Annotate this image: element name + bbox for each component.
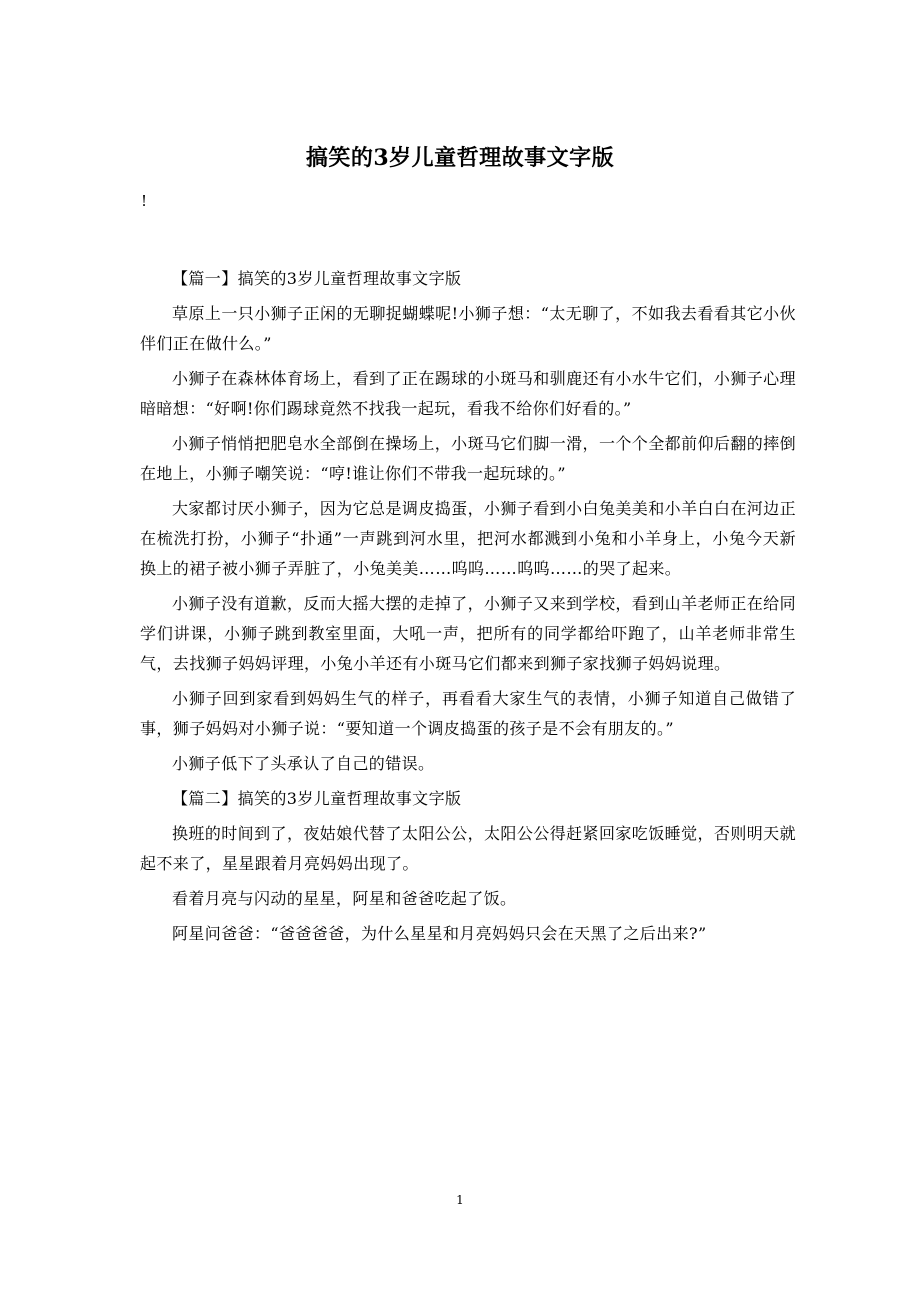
- document-title: 搞笑的3岁儿童哲理故事文字版: [305, 145, 615, 171]
- paragraph: 看着月亮与闪动的星星，阿星和爸爸吃起了饭。: [172, 889, 517, 908]
- section-heading-1: 【篇一】搞笑的3岁儿童哲理故事文字版: [172, 269, 462, 288]
- paragraph: 阿星问爸爸：“爸爸爸爸，为什么星星和月亮妈妈只会在天黑了之后出来?”: [172, 924, 707, 943]
- paragraph: 草原上一只小狮子正闲的无聊捉蝴蝶呢!小狮子想：“太无聊了，不如我去看看其它小伙伴们正在做什么。”: [140, 304, 796, 353]
- section-heading-2: 【篇二】搞笑的3岁儿童哲理故事文字版: [172, 789, 462, 808]
- paragraph: 小狮子回到家看到妈妈生气的样子，再看看大家生气的表情，小狮子知道自己做错了事，狮子妈妈对小狮子说：“要知道一个调皮捣蛋的孩子是不会有朋友的。”: [140, 689, 796, 738]
- paragraph: 小狮子悄悄把肥皂水全部倒在操场上，小斑马它们脚一滑，一个个全都前仰后翻的摔倒在地上，小狮子嘲笑说：“哼!谁让你们不带我一起玩球的。”: [140, 434, 796, 483]
- document-body: [140, 264, 796, 954]
- paragraph: 小狮子在森林体育场上，看到了正在踢球的小斑马和驯鹿还有小水牛它们，小狮子心理暗暗想：“好啊!你们踢球竟然不找我一起玩，看我不给你们好看的。”: [140, 369, 796, 418]
- paragraph: 小狮子没有道歉，反而大摇大摆的走掉了，小狮子又来到学校，看到山羊老师正在给同学们讲课，小狮子跳到教室里面，大吼一声，把所有的同学都给吓跑了，山羊老师非常生气，去找狮子妈妈评理，小兔小羊还有小斑马它们都来到狮子家找狮子妈妈说理。: [140, 594, 796, 673]
- exclamation-mark: !: [141, 192, 148, 210]
- paragraph: 大家都讨厌小狮子，因为它总是调皮捣蛋，小狮子看到小白兔美美和小羊白白在河边正在梳洗打扮，小狮子“扑通”一声跳到河水里，把河水都溅到小兔和小羊身上，小兔今天新换上的裙子被小狮子弄脏了，小兔美美……呜呜……呜呜……的哭了起来。: [140, 499, 796, 578]
- page-number: 1: [456, 1193, 464, 1207]
- paragraph: 小狮子低下了头承认了自己的错误。: [172, 754, 435, 773]
- paragraph: 换班的时间到了，夜姑娘代替了太阳公公，太阳公公得赶紧回家吃饭睡觉，否则明天就起不来了，星星跟着月亮妈妈出现了。: [140, 824, 796, 873]
